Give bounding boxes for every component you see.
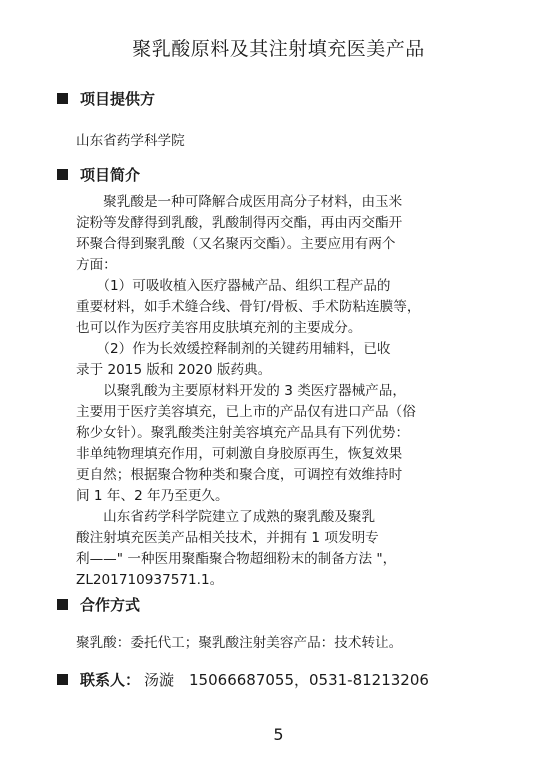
- intro-line: 山东省药学科学院建立了成熟的聚乳酸及聚乳: [76, 509, 376, 525]
- bullet-square-icon: [57, 674, 68, 685]
- page-title: 聚乳酸原料及其注射填充医美产品: [132, 38, 425, 60]
- intro-line: 环聚合得到聚乳酸（又名聚丙交酯）。主要应用有两个: [76, 236, 396, 252]
- section-heading-intro: [57, 164, 140, 185]
- intro-line: 也可以作为医疗美容用皮肤填充剂的主要成分。: [76, 320, 362, 336]
- section-heading-label: 合作方式: [80, 596, 141, 614]
- cooperation-text: 聚乳酸：委托代工；聚乳酸注射美容产品：技术转让。: [76, 635, 403, 651]
- intro-line: 重要材料，如手术缝合线、骨钉/骨板、手术防粘连膜等，: [76, 299, 421, 315]
- intro-line: 聚乳酸是一种可降解合成医用高分子材料，由玉米: [76, 194, 403, 210]
- intro-body: [76, 192, 488, 591]
- intro-line: （1）可吸收植入医疗器械产品、组织工程产品的: [76, 278, 391, 294]
- intro-line: 以聚乳酸为主要原材料开发的 3 类医疗器械产品，: [76, 383, 406, 399]
- section-heading-provider: [57, 88, 155, 109]
- contact-label: 联系人：: [80, 671, 141, 689]
- bullet-square-icon: [57, 93, 68, 104]
- intro-line: 非单纯物理填充作用，可刺激自身胶原再生，恢复效果: [76, 446, 403, 462]
- contact-value: 汤漩 15066687055，0531-81213206: [144, 671, 429, 689]
- intro-line: 更自然；根据聚合物种类和聚合度，可调控有效维持时: [76, 467, 403, 483]
- intro-line: 利——" 一种医用聚酯聚合物超细粉末的制备方法 "，: [76, 551, 397, 567]
- intro-line: 间 1 年、2 年乃至更久。: [76, 488, 229, 504]
- section-heading-cooperation: [57, 594, 140, 615]
- provider-text: 山东省药学科学院: [76, 133, 185, 149]
- intro-line: （2）作为长效缓控释制剂的关键药用辅料，已收: [76, 341, 391, 357]
- page-number: 5: [273, 725, 284, 744]
- intro-line: 称少女针）。聚乳酸类注射美容填充产品具有下列优势：: [76, 425, 410, 441]
- intro-line: 主要用于医疗美容填充，已上市的产品仅有进口产品（俗: [76, 404, 416, 420]
- intro-line: 淀粉等发酵得到乳酸，乳酸制得丙交酯，再由丙交酯开: [76, 215, 403, 231]
- section-heading-contact: [57, 669, 429, 690]
- bullet-square-icon: [57, 599, 68, 610]
- section-heading-label: 项目提供方: [80, 90, 156, 108]
- intro-line: 方面：: [76, 257, 117, 273]
- intro-line: ZL201710937571.1。: [76, 572, 224, 588]
- intro-line: 录于 2015 版和 2020 版药典。: [76, 362, 272, 378]
- intro-line: 酸注射填充医美产品相关技术，并拥有 1 项发明专: [76, 530, 379, 546]
- section-heading-label: 项目简介: [80, 166, 141, 184]
- bullet-square-icon: [57, 169, 68, 180]
